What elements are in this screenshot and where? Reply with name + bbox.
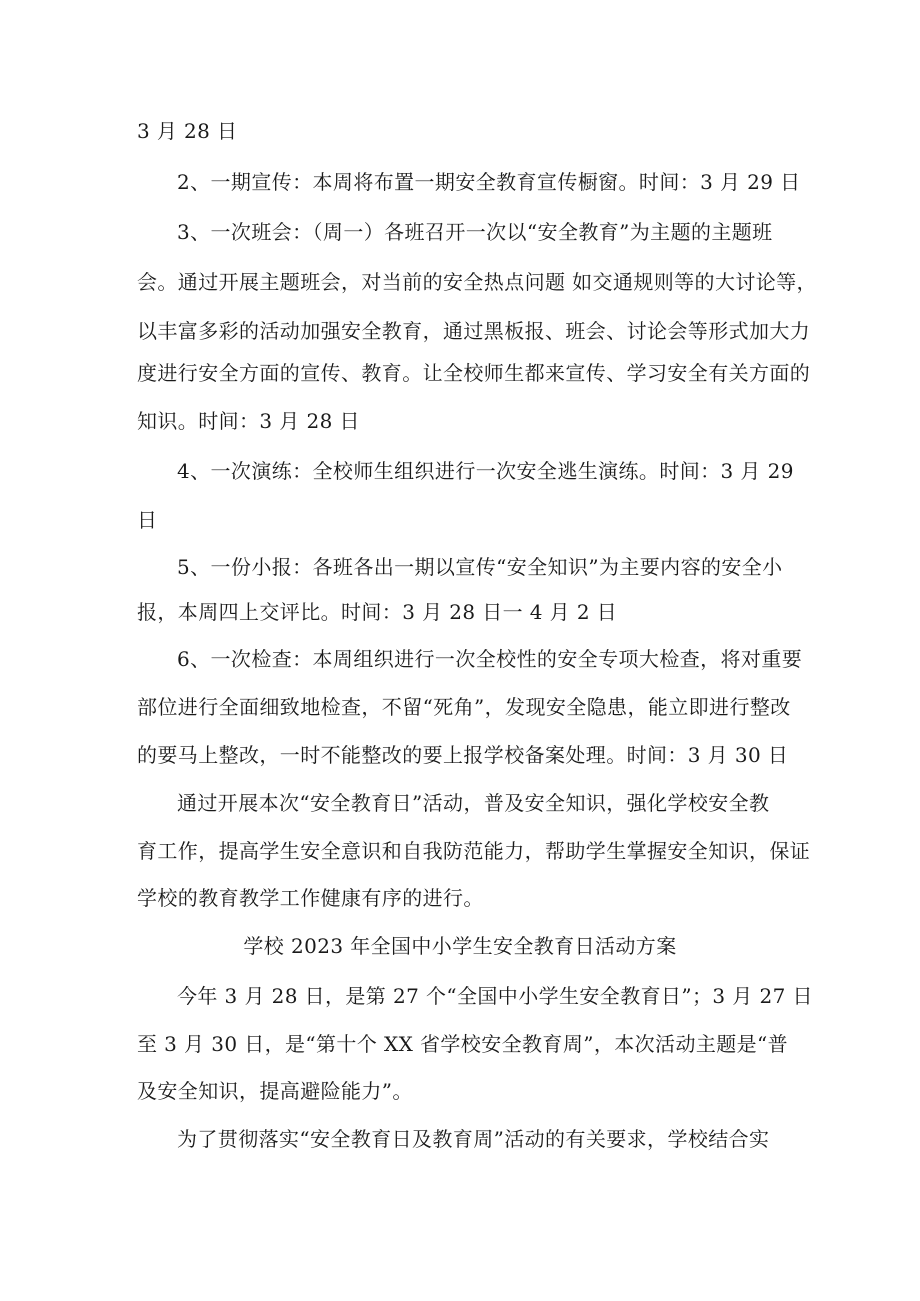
- text-line-12: 6、一次检查：本周组织进行一次全校性的安全专项大检查，将对重要: [177, 647, 803, 671]
- text-line-19: 今年 3 月 28 日，是第 27 个“全国中小学生安全教育日”；3 月 27 日: [177, 984, 813, 1008]
- section-title: 学校 2023 年全国中小学生安全教育日活动方案: [243, 934, 677, 958]
- text-line-7: 知识。时间：3 月 28 日: [137, 409, 360, 433]
- text-line-15: 通过开展本次“安全教育日”活动，普及安全知识，强化学校安全教: [177, 791, 770, 815]
- text-line-13: 部位进行全面细致地检查，不留“死角”，发现安全隐患，能立即进行整改: [137, 695, 791, 719]
- text-line-8: 4、一次演练：全校师生组织进行一次安全逃生演练。时间：3 月 29: [177, 459, 794, 483]
- text-line-5: 以丰富多彩的活动加强安全教育，通过黑板报、班会、讨论会等形式加大力: [137, 319, 811, 343]
- text-line-21: 及安全知识，提高避险能力”。: [137, 1079, 413, 1103]
- text-line-10: 5、一份小报：各班各出一期以宣传“安全知识”为主要内容的安全小: [177, 555, 783, 579]
- text-line-9: 日: [137, 508, 158, 532]
- text-line-22: 为了贯彻落实“安全教育日及教育周”活动的有关要求，学校结合实: [177, 1127, 770, 1151]
- text-line-3: 3、一次班会：（周一）各班召开一次以“安全教育”为主题的主题班: [177, 220, 773, 244]
- text-line-17: 学校的教育教学工作健康有序的进行。: [137, 886, 484, 910]
- text-line-20: 至 3 月 30 日，是“第十个 XX 省学校安全教育周”，本次活动主题是“普: [137, 1032, 789, 1056]
- text-line-16: 育工作，提高学生安全意识和自我防范能力，帮助学生掌握安全知识，保证: [137, 839, 811, 863]
- text-line-14: 的要马上整改，一时不能整改的要上报学校备案处理。时间：3 月 30 日: [137, 743, 789, 767]
- text-line-4: 会。通过开展主题班会，对当前的安全热点问题 如交通规则等的大讨论等，: [137, 270, 817, 294]
- text-line-2: 2、一期宣传：本周将布置一期安全教育宣传橱窗。时间：3 月 29 日: [177, 170, 801, 194]
- text-line-1: 3 月 28 日: [137, 119, 238, 143]
- text-line-6: 度进行安全方面的宣传、教育。让全校师生都来宣传、学习安全有关方面的: [137, 361, 811, 385]
- text-line-11: 报，本周四上交评比。时间：3 月 28 日一 4 月 2 日: [137, 600, 618, 624]
